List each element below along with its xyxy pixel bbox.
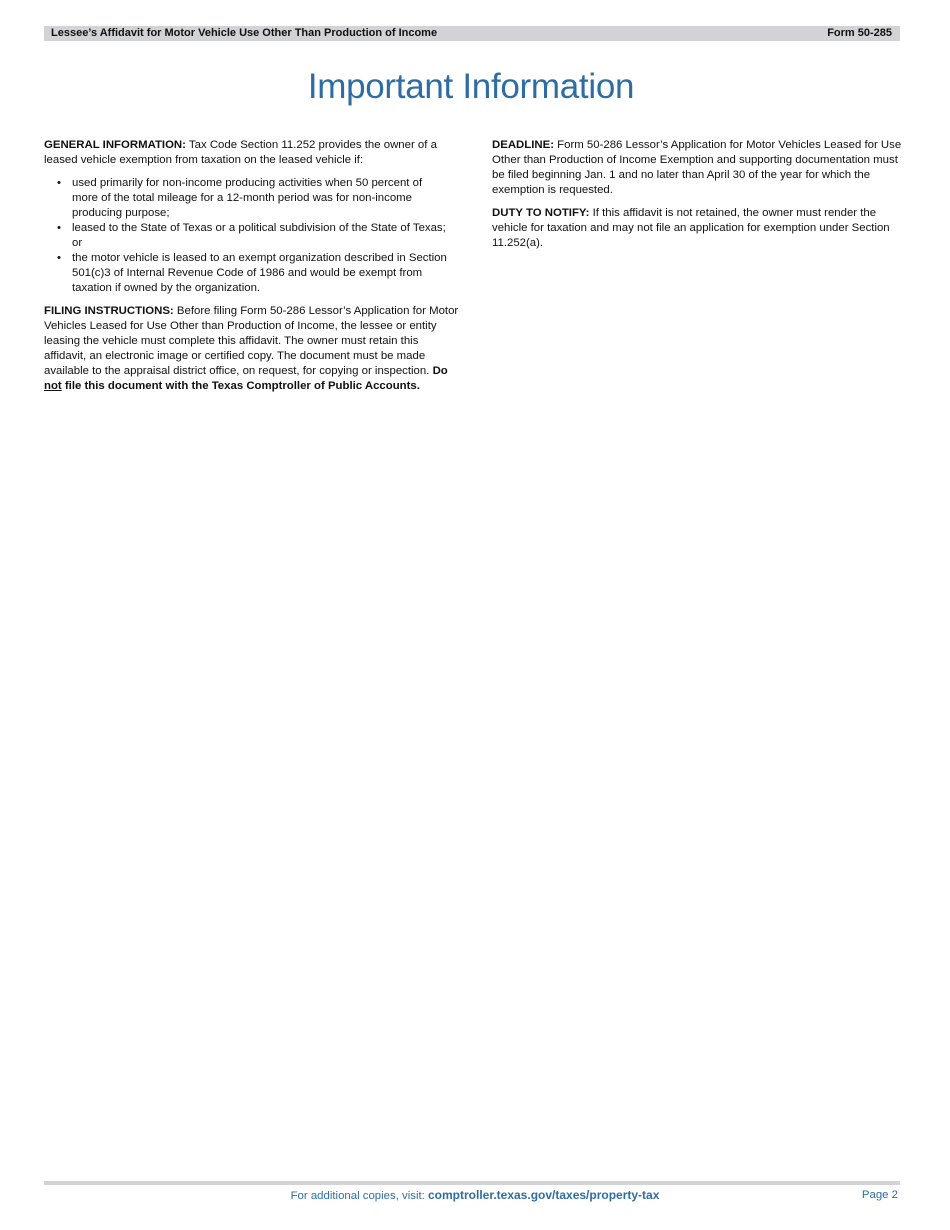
filing-warning-underlined: not	[44, 380, 62, 392]
exemption-conditions-list	[44, 176, 460, 296]
bullet-icon: •	[57, 252, 61, 264]
deadline-text: Form 50-286 Lessor’s Application for Motor Vehicles Leased for Use Other than Production of Income Exemption and supporting documentation must be filed beginning Jan. 1 and no later than April 30 of the year for which the exemption is requested.	[492, 139, 902, 196]
footer-copies	[0, 1188, 950, 1204]
deadline-label: DEADLINE:	[492, 139, 555, 151]
page-title: Important Information	[307, 67, 635, 106]
left-column	[44, 138, 460, 402]
duty-to-notify-text: If this affidavit is not retained, the owner must render the vehicle for taxation and may not file an application for exemption under Section 11.252(a).	[492, 207, 890, 249]
list-item	[44, 221, 460, 251]
filing-instructions-paragraph	[44, 304, 460, 394]
bullet-icon: •	[57, 222, 61, 234]
list-item-text: leased to the State of Texas or a political subdivision of the State of Texas; or	[72, 222, 446, 249]
duty-to-notify-paragraph	[492, 206, 908, 251]
general-information-paragraph	[44, 138, 460, 168]
filing-warning-start: Do	[432, 365, 448, 377]
list-item	[44, 176, 460, 221]
form-number: Form 50-285	[827, 27, 892, 39]
header-bar	[44, 26, 900, 41]
bullet-icon: •	[57, 177, 61, 189]
filing-instructions-text: Before filing Form 50-286 Lessor’s Application for Motor Vehicles Leased for Use Other than Production of Income, the lessee or entity leasing the vehicle must complete this affidavit. The owner must retain this affidavit, an electronic image or certified copy. The document must be made available to the appraisal district office, on request, for copying or inspection.	[44, 305, 459, 377]
page-number: Page 2	[861, 1189, 898, 1201]
form-title: Lessee’s Affidavit for Motor Vehicle Use Other Than Production of Income	[51, 27, 438, 39]
list-item-text: used primarily for non-income producing activities when 50 percent of more of the total mileage for a 12-month period was for non-income producing purpose;	[72, 177, 423, 219]
deadline-paragraph	[492, 138, 908, 198]
footer-divider	[44, 1181, 900, 1185]
footer-url-link[interactable]: comptroller.texas.gov/taxes/property-tax	[427, 1188, 660, 1202]
general-information-label: GENERAL INFORMATION:	[44, 139, 186, 151]
footer-copies-text: For additional copies, visit:	[290, 1190, 428, 1202]
list-item-text: the motor vehicle is leased to an exempt organization described in Section 501(c)3 of Internal Revenue Code of 1986 and would be exempt from taxation if owned by the organization.	[72, 252, 447, 294]
general-information-text: Tax Code Section 11.252 provides the owner of a leased vehicle exemption from taxation on the leased vehicle if:	[44, 139, 437, 166]
filing-warning-end: file this document with the Texas Comptroller of Public Accounts.	[61, 380, 420, 392]
duty-to-notify-label: DUTY TO NOTIFY:	[492, 207, 590, 219]
right-column	[492, 138, 908, 259]
list-item	[44, 251, 460, 296]
filing-instructions-label: FILING INSTRUCTIONS:	[44, 305, 174, 317]
